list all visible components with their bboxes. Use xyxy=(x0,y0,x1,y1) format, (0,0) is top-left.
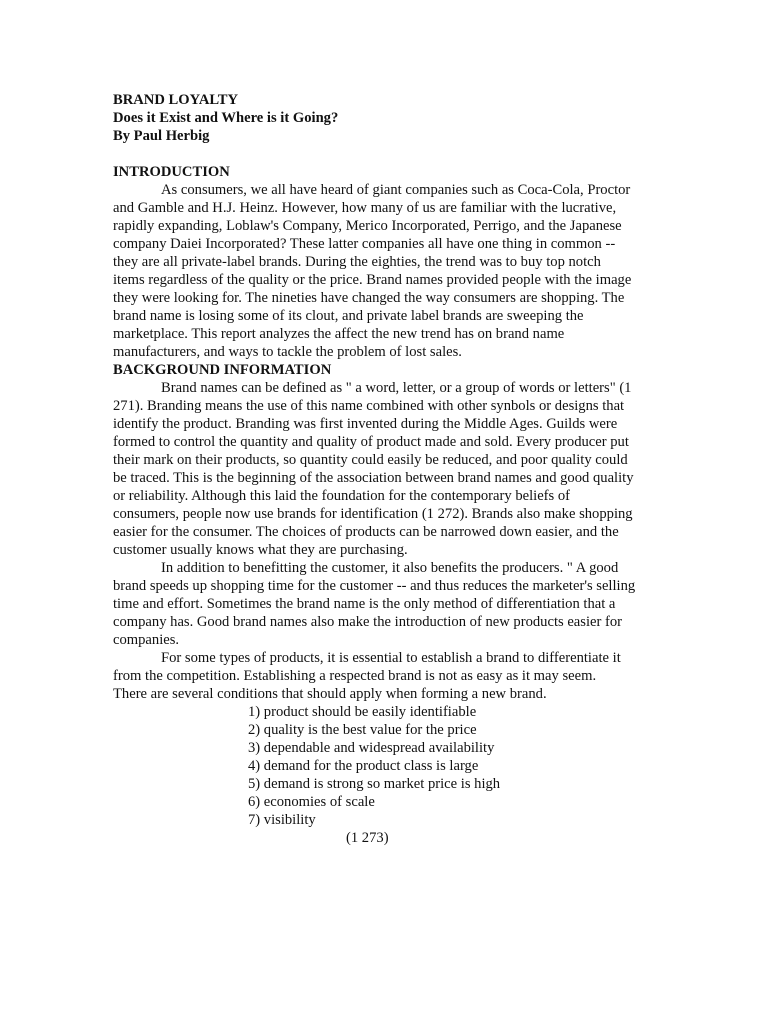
list-item: 3) dependable and widespread availability xyxy=(248,740,495,756)
text-line: they were looking for. The nineties have changed the way consumers are shopping. The xyxy=(113,290,625,306)
introduction-heading: INTRODUCTION xyxy=(113,164,230,180)
spacer xyxy=(113,145,658,163)
document-title: BRAND LOYALTY xyxy=(113,92,239,108)
list-item: 7) visibility xyxy=(248,812,316,828)
list-item: 2) quality is the best value for the price xyxy=(248,722,477,738)
document-author: By Paul Herbig xyxy=(113,128,210,144)
text-line: rapidly expanding, Loblaw's Company, Merico Incorporated, Perrigo, and the Japanese xyxy=(113,218,622,234)
background-paragraph-3 xyxy=(113,649,658,703)
title-block xyxy=(113,91,658,145)
text-line: 271). Branding means the use of this name combined with other synbols or designs that xyxy=(113,398,625,414)
text-line: company Daiei Incorporated? These latter companies all have one thing in common -- xyxy=(113,236,616,252)
text-line: There are several conditions that should apply when forming a new brand. xyxy=(113,686,547,702)
text-line: formed to control the quantity and quality of product made and sold. Every producer put xyxy=(113,434,629,450)
conditions-list xyxy=(113,703,658,829)
document-body xyxy=(113,91,658,847)
text-line: For some types of products, it is essential to establish a brand to differentiate it xyxy=(161,650,621,666)
citation: (1 273) xyxy=(346,830,389,846)
text-line: brand name is losing some of its clout, and private label brands are sweeping the xyxy=(113,308,584,324)
text-line: or reliability. Although this laid the foundation for the contemporary beliefs of xyxy=(113,488,571,504)
text-line: manufacturers, and ways to tackle the problem of lost sales. xyxy=(113,344,462,360)
document-subtitle: Does it Exist and Where is it Going? xyxy=(113,110,339,126)
text-line: identify the product. Branding was first invented during the Middle Ages. Guilds were xyxy=(113,416,618,432)
text-line: consumers, people now use brands for identification (1 272). Brands also make shopping xyxy=(113,506,633,522)
text-line: companies. xyxy=(113,632,180,648)
text-line: marketplace. This report analyzes the affect the new trend has on brand name xyxy=(113,326,565,342)
introduction-paragraph xyxy=(113,181,658,361)
text-line: and Gamble and H.J. Heinz. However, how many of us are familiar with the lucrative, xyxy=(113,200,617,216)
text-line: brand speeds up shopping time for the customer -- and thus reduces the marketer's selling xyxy=(113,578,636,594)
list-item: 1) product should be easily identifiable xyxy=(248,704,477,720)
background-heading: BACKGROUND INFORMATION xyxy=(113,362,332,378)
text-line: customer usually knows what they are purchasing. xyxy=(113,542,408,558)
list-item: 6) economies of scale xyxy=(248,794,375,810)
text-line: easier for the consumer. The choices of products can be narrowed down easier, and the xyxy=(113,524,619,540)
text-line: they are all private-label brands. During the eighties, the trend was to buy top notch xyxy=(113,254,601,270)
text-line: As consumers, we all have heard of giant companies such as Coca-Cola, Proctor xyxy=(161,182,631,198)
background-paragraph-1 xyxy=(113,379,658,559)
text-line: be traced. This is the beginning of the association between brand names and good quality xyxy=(113,470,634,486)
list-item: 5) demand is strong so market price is high xyxy=(248,776,501,792)
text-line: items regardless of the quality or the price. Brand names provided people with the image xyxy=(113,272,632,288)
text-line: time and effort. Sometimes the brand name is the only method of differentiation that a xyxy=(113,596,616,612)
text-line: In addition to benefitting the customer, it also benefits the producers. " A good xyxy=(161,560,619,576)
text-line: company has. Good brand names also make the introduction of new products easier for xyxy=(113,614,623,630)
background-paragraph-2 xyxy=(113,559,658,649)
text-line: from the competition. Establishing a respected brand is not as easy as it may seem. xyxy=(113,668,597,684)
text-line: their mark on their products, so quantity could easily be reduced, and poor quality could xyxy=(113,452,628,468)
text-line: Brand names can be defined as " a word, letter, or a group of words or letters" (1 xyxy=(161,380,632,396)
list-item: 4) demand for the product class is large xyxy=(248,758,479,774)
